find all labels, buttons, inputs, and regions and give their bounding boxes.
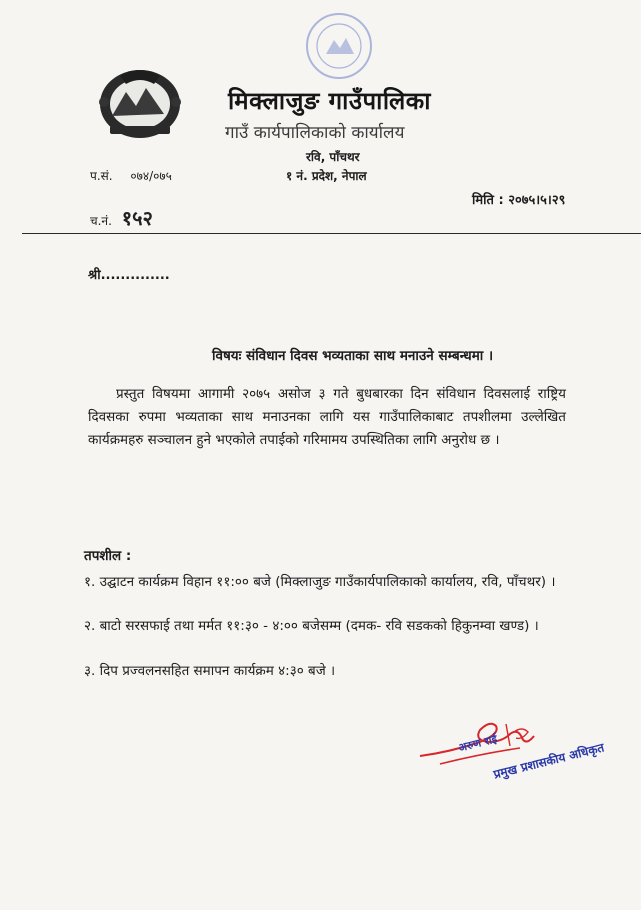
ps-label: प.सं.: [90, 169, 113, 183]
government-emblem-icon: [92, 62, 188, 142]
date-value: २०७५।५।२९: [508, 193, 566, 208]
details-item: १. उद्घाटन कार्यक्रम विहान ११:०० बजे (मिक्लाजुङ गाउँकार्यपालिकाको कार्यालय, रवि, पाँचथर) ।: [84, 574, 556, 590]
organization-name: मिक्लाजुङ गाउँपालिका: [228, 87, 431, 115]
reference-ps: [90, 167, 172, 184]
reference-cn: [90, 204, 153, 231]
letter-date: [472, 190, 565, 208]
address-line-2: १ नं. प्रदेश, नेपाल: [286, 169, 367, 183]
header-divider: [22, 233, 641, 234]
office-seal-stamp-icon: [300, 10, 378, 82]
signatory-title: प्रमुख प्रशासकीय अधिकृत: [492, 740, 606, 782]
date-label: मिति :: [472, 193, 504, 208]
details-item: २. बाटो सरसफाई तथा मर्मत ११:३० - ४:०० बजेसम्म (दमक- रवि सडकको हिकुनम्वा खण्ड) ।: [84, 618, 539, 634]
ps-value: ०७४/०७५: [130, 169, 172, 183]
letter-body: प्रस्तुत विषयमा आगामी २०७५ असोज ३ गते बुधबारका दिन संविधान दिवसलाई राष्ट्रिय दिवसका रुपमा भव्यताका साथ मनाउनका लागि यस गाउँपालिकाबाट तपशीलमा उल्लेखित कार्यक्रमहरु सञ्चालन हुने भएकोले तपाईको गरिमामय उपस्थितिका लागि अनुरोध छ ।: [88, 386, 566, 448]
address-line-1: रवि, पाँचथर: [306, 150, 360, 164]
cn-label: च.नं.: [90, 214, 112, 228]
signatory-name: अरुण राई: [457, 732, 499, 755]
office-name: गाउँ कार्यपालिकाको कार्यालय: [225, 123, 405, 143]
details-item: ३. दिप प्रज्वलनसहित समापन कार्यक्रम ४:३० बजे ।: [84, 663, 336, 679]
cn-value: १५२: [121, 206, 153, 230]
details-heading: तपशील :: [84, 548, 132, 564]
letter-subject: विषयः संविधान दिवस भव्यताका साथ मनाउने सम्बन्धमा ।: [212, 348, 494, 364]
addressee: श्री..............: [88, 268, 170, 283]
